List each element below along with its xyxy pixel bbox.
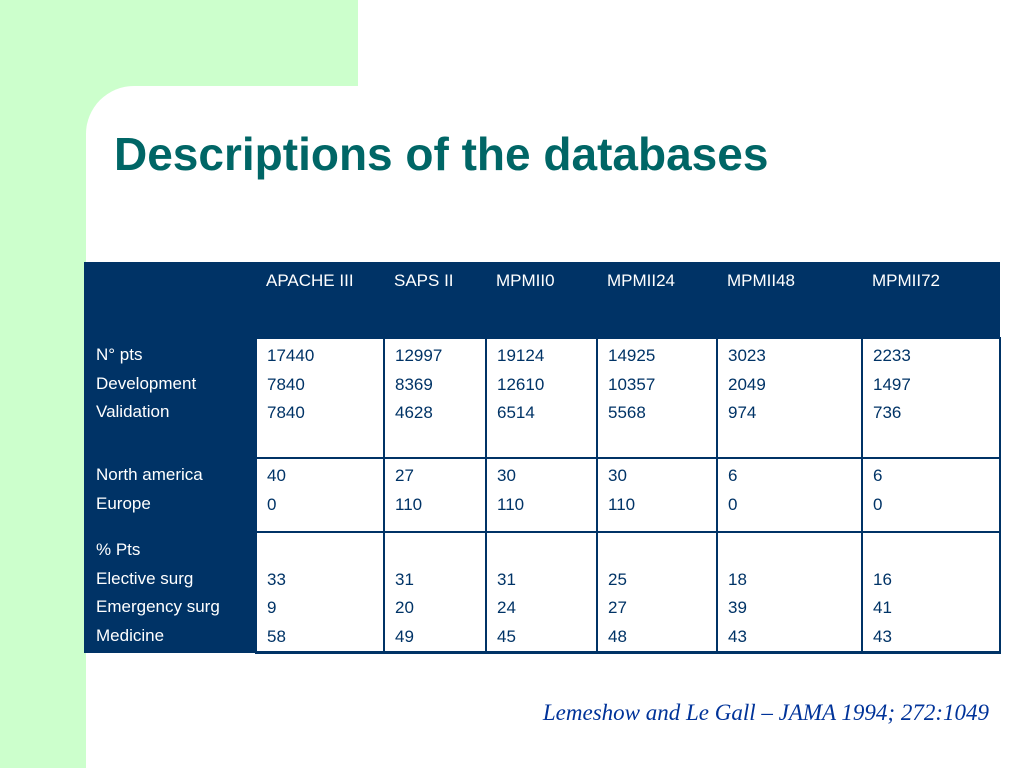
table-cell — [862, 338, 1000, 458]
cell-value — [608, 537, 716, 566]
cell-value: 14925 — [608, 346, 656, 365]
cell-value: 17440 — [267, 346, 315, 365]
cell-value: 6514 — [497, 403, 535, 422]
table-cell — [597, 458, 717, 532]
slide-title: Descriptions of the databases — [114, 128, 769, 180]
column-header: MPMII48 — [717, 262, 862, 338]
slide-background-corner — [358, 0, 1024, 87]
cell-value: 18 — [728, 569, 747, 589]
cell-value: 33 — [267, 569, 286, 589]
cell-value: 48 — [608, 626, 627, 646]
cell-value: 4628 — [395, 403, 433, 422]
column-header: MPMII0 — [486, 262, 597, 338]
table-cell — [862, 532, 1000, 653]
table-cell — [862, 458, 1000, 532]
cell-value — [873, 537, 999, 566]
table-cell — [717, 458, 862, 532]
cell-value: 5568 — [608, 403, 646, 422]
row-label: Medicine — [96, 625, 165, 645]
cell-value: 1497 — [873, 374, 911, 394]
row-labels-cell — [84, 532, 256, 653]
table-cell — [384, 338, 486, 458]
table-cell — [256, 458, 384, 532]
cell-value: 24 — [497, 598, 516, 617]
table-corner-cell — [84, 262, 256, 338]
row-labels-cell — [84, 458, 256, 532]
table-cell — [384, 458, 486, 532]
column-header: SAPS II — [384, 262, 486, 338]
databases-table — [84, 262, 1001, 654]
cell-value: 9 — [267, 598, 277, 617]
table-row — [84, 338, 1000, 458]
citation: Lemeshow and Le Gall – JAMA 1994; 272:1049 — [542, 700, 989, 725]
cell-value: 43 — [728, 626, 747, 646]
column-header: MPMII24 — [597, 262, 717, 338]
cell-value — [267, 537, 383, 566]
table-header-row — [84, 262, 1000, 338]
row-label: % Pts — [96, 540, 141, 559]
cell-value: 10357 — [608, 374, 656, 394]
table-cell — [486, 458, 597, 532]
row-label: Europe — [96, 493, 151, 513]
row-labels-cell — [84, 338, 256, 458]
cell-value: 110 — [608, 494, 636, 514]
cell-value: 3023 — [728, 346, 766, 365]
cell-value: 45 — [497, 626, 516, 646]
row-label: Validation — [96, 402, 170, 421]
cell-value: 110 — [497, 494, 525, 514]
cell-value — [728, 537, 861, 566]
row-label: Elective surg — [96, 568, 194, 588]
cell-value — [497, 537, 596, 566]
row-label: N° pts — [96, 345, 143, 364]
table-row — [84, 532, 1000, 653]
row-label: Development — [96, 373, 197, 393]
cell-value: 31 — [497, 569, 516, 589]
cell-value: 25 — [608, 569, 627, 589]
cell-value: 43 — [873, 626, 892, 646]
table-row — [84, 458, 1000, 532]
table-cell — [597, 532, 717, 653]
cell-value: 20 — [395, 598, 414, 617]
cell-value: 0 — [267, 494, 277, 514]
cell-value: 39 — [728, 598, 747, 617]
cell-value: 27 — [395, 466, 414, 485]
table-cell — [486, 338, 597, 458]
table-cell — [256, 532, 384, 653]
cell-value: 31 — [395, 569, 414, 589]
cell-value — [395, 537, 485, 566]
cell-value: 2233 — [873, 346, 911, 365]
cell-value: 40 — [267, 466, 286, 485]
cell-value: 7840 — [267, 374, 305, 394]
cell-value: 2049 — [728, 374, 766, 394]
cell-value: 49 — [395, 626, 414, 646]
table-cell — [256, 338, 384, 458]
row-label: North america — [96, 465, 203, 484]
column-header: APACHE III — [256, 262, 384, 338]
column-header: MPMII72 — [862, 262, 1000, 338]
cell-value: 41 — [873, 598, 892, 617]
cell-value: 16 — [873, 569, 892, 589]
cell-value: 30 — [497, 466, 516, 485]
table-cell — [717, 532, 862, 653]
cell-value: 58 — [267, 626, 286, 646]
cell-value: 974 — [728, 403, 757, 422]
cell-value: 736 — [873, 403, 902, 422]
cell-value: 0 — [728, 494, 738, 514]
cell-value: 6 — [873, 466, 883, 485]
table-cell — [384, 532, 486, 653]
cell-value: 12610 — [497, 374, 545, 394]
cell-value: 30 — [608, 466, 627, 485]
cell-value: 19124 — [497, 346, 545, 365]
cell-value: 110 — [395, 494, 423, 514]
cell-value: 6 — [728, 466, 738, 485]
cell-value: 12997 — [395, 346, 443, 365]
cell-value: 8369 — [395, 374, 433, 394]
cell-value: 27 — [608, 598, 627, 617]
table-cell — [717, 338, 862, 458]
cell-value: 7840 — [267, 403, 305, 422]
row-label: Emergency surg — [96, 597, 220, 616]
table-cell — [597, 338, 717, 458]
cell-value: 0 — [873, 494, 883, 514]
table-cell — [486, 532, 597, 653]
